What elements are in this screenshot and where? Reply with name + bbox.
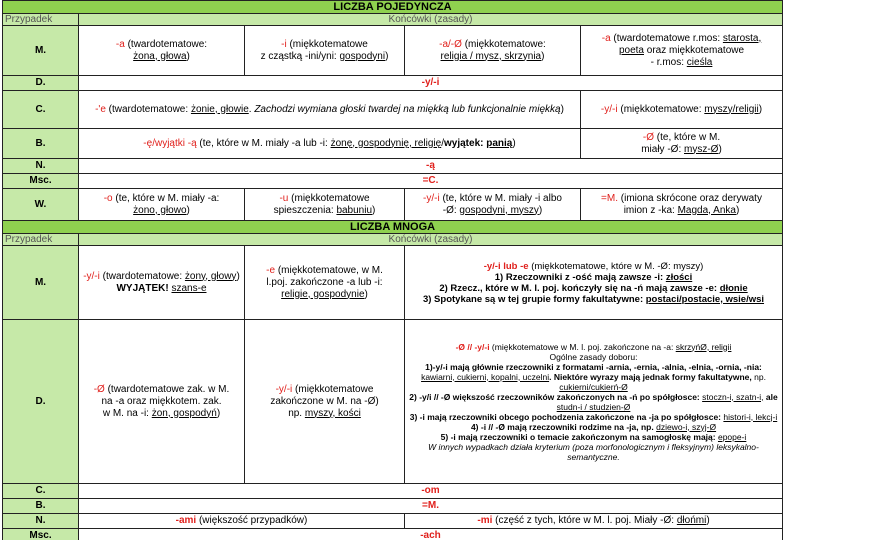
- ending: -i: [281, 38, 287, 50]
- text: .: [248, 103, 255, 115]
- text: (imiona skrócone oraz derywaty: [618, 192, 762, 204]
- example: religia / mysz, skrzynia: [440, 50, 542, 62]
- example: żonie, głowie: [190, 103, 249, 115]
- cell: [405, 514, 783, 529]
- row-sg-B: [3, 129, 783, 159]
- cell: [581, 91, 783, 129]
- case-label: C.: [3, 91, 79, 129]
- case-label: C.: [3, 484, 79, 499]
- ending: -ami: [175, 515, 197, 526]
- ending: -a: [115, 38, 125, 50]
- ending: =M.: [79, 499, 783, 514]
- text: wyjątek:: [444, 137, 487, 149]
- text: ): [372, 204, 376, 216]
- text: ): [560, 103, 564, 115]
- ending: -y/-i: [275, 383, 293, 395]
- example: dłonie: [719, 282, 748, 294]
- ending: -ach: [79, 529, 783, 540]
- case-label: D.: [3, 320, 79, 484]
- singular-title-row: [3, 1, 783, 14]
- ending: -y/-i lub -e: [483, 260, 529, 272]
- text: (te, które w M. miały -a:: [112, 192, 220, 204]
- text: imion z -ka:: [623, 204, 678, 216]
- text: (twardotematowe:: [124, 38, 208, 50]
- row-sg-C: [3, 91, 783, 129]
- text: (miękkotematowe w M. l. poj. zakończone na -a:: [489, 341, 676, 352]
- text: ): [541, 50, 545, 62]
- text: (twardotematowe:: [99, 270, 185, 282]
- example: postaci/postacie, wsie/wsi: [645, 293, 765, 305]
- example: gospodyni, myszy: [459, 204, 539, 216]
- text: (miękkotematowe: [292, 383, 374, 395]
- section-title: LICZBA MNOGA: [3, 221, 783, 234]
- cell: [79, 91, 581, 129]
- text: (twardotematowe:: [105, 103, 191, 115]
- text: ): [364, 288, 368, 300]
- text: (większość przypadków): [196, 515, 308, 526]
- text: ): [538, 204, 543, 216]
- rule: 2) Rzecz., które w M. l. poj. kończyły się na -ń mają zawsze -e:: [439, 282, 720, 294]
- example: stoczn-i, szatn-i,: [702, 391, 764, 402]
- text: ): [186, 50, 190, 62]
- cell: [245, 320, 405, 484]
- case-label: Msc.: [3, 529, 79, 540]
- example: studn-i / studzien-Ø: [556, 401, 631, 412]
- text: w M. na -i:: [102, 407, 152, 419]
- text: (miękkotematowe, w M.: [275, 264, 383, 276]
- cell: [405, 246, 783, 320]
- example: myszy/religii: [704, 103, 759, 115]
- cell: [405, 189, 581, 221]
- text: /wyjątki: [152, 137, 188, 149]
- rule: 5) -i mają rzeczowniki o temacie zakończonym na samogłoskę mają:: [440, 431, 718, 442]
- text: - r.mos:: [650, 56, 687, 68]
- cell: [79, 189, 245, 221]
- ending: -y/-i: [423, 192, 440, 204]
- example: żonę, gospodynię, religię: [330, 137, 442, 149]
- ending: -om: [79, 484, 783, 499]
- example: szans-e: [171, 282, 207, 294]
- example: żony, głowy: [184, 270, 237, 282]
- rule: 3) Spotykane są w tej grupie formy fakultatywne:: [422, 293, 646, 305]
- example: dziewo-i, szyj-Ø: [656, 421, 717, 432]
- example: histori-i, lekcj-i: [723, 411, 778, 422]
- example: panią: [486, 137, 513, 149]
- example: myszy, kości: [304, 407, 361, 419]
- ending: -y/-i: [79, 76, 783, 91]
- row-pl-Msc: [3, 529, 783, 540]
- ending: -'e: [95, 103, 106, 115]
- ending: -a/-Ø: [439, 38, 462, 50]
- text: (miękkotematowe: [288, 192, 370, 204]
- text: (miękkotematowe: [286, 38, 368, 50]
- text: (twardotematowe r.mos:: [610, 32, 723, 44]
- text: (część z tych, które w M. l. poj. Miały -Ø:: [492, 515, 677, 526]
- text: (te, które w M. miały -a lub -i:: [196, 137, 331, 149]
- text: ): [216, 407, 221, 419]
- row-pl-B: [3, 499, 783, 514]
- case-label: N.: [3, 514, 79, 529]
- case-label: N.: [3, 159, 79, 174]
- ending: -Ø // -y/-i: [455, 341, 490, 352]
- case-label: B.: [3, 499, 79, 514]
- row-sg-M: [3, 26, 783, 76]
- row-pl-N: [3, 514, 783, 529]
- example: gospodyni: [339, 50, 386, 62]
- endings-header: Końcówki (zasady): [79, 14, 783, 26]
- text: ): [512, 137, 516, 149]
- cell: [79, 320, 245, 484]
- case-label: B.: [3, 129, 79, 159]
- text: (miękkotematowe:: [617, 103, 705, 115]
- text: miały -Ø:: [641, 143, 684, 155]
- note: Zachodzi wymiana głoski twardej na miękką lub funkcjonalnie miękką: [254, 103, 561, 115]
- example: Magda, Anka: [677, 204, 736, 216]
- example: kawiarni, cukierni, kopalni, uczelni: [421, 371, 550, 382]
- case-label: W.: [3, 189, 79, 221]
- case-label: M.: [3, 26, 79, 76]
- ending: -e: [266, 264, 276, 276]
- example: religie, gospodynie: [281, 288, 365, 300]
- example: poeta: [618, 44, 644, 56]
- cell: [245, 189, 405, 221]
- rule: ale: [763, 391, 778, 402]
- section-title: LICZBA POJEDYNCZA: [3, 1, 783, 14]
- text: (miękkotematowe, które w M. -Ø: myszy): [528, 260, 704, 272]
- cell: [79, 26, 245, 76]
- text: (miękkotematowe:: [461, 38, 546, 50]
- text: spieszczenia:: [273, 204, 337, 216]
- cell: [405, 320, 783, 484]
- case-header: Przypadek: [3, 14, 79, 26]
- ending: -a: [601, 32, 611, 44]
- row-sg-N: [3, 159, 783, 174]
- case-label: D.: [3, 76, 79, 91]
- ending: -y/-i: [83, 270, 100, 282]
- plural-header-row: [3, 234, 783, 246]
- text: ): [735, 204, 740, 216]
- text: oraz miękkotematowe: [644, 44, 745, 56]
- ending: -Ø: [93, 383, 105, 395]
- case-header: Przypadek: [3, 234, 79, 246]
- row-sg-Msc: [3, 174, 783, 189]
- singular-header-row: [3, 14, 783, 26]
- row-sg-D: [3, 76, 783, 91]
- ending: -y/-i: [600, 103, 618, 115]
- example: starosta,: [722, 32, 762, 44]
- declension-table: [2, 0, 783, 540]
- example: cieśla: [686, 56, 713, 68]
- text: ): [236, 270, 240, 282]
- text: WYJĄTEK!: [116, 282, 172, 294]
- rule: . Niektóre wyrazy mają jednak formy fakultatywne,: [549, 371, 755, 382]
- cell: [79, 246, 245, 320]
- cell: [581, 26, 783, 76]
- row-pl-C: [3, 484, 783, 499]
- example: żono, głowo: [133, 204, 187, 216]
- text: ): [385, 50, 389, 62]
- text: na -a oraz miękkotem. zak.: [101, 395, 222, 407]
- ending: =M.: [601, 192, 618, 204]
- cell: [405, 26, 581, 76]
- ending: -o: [103, 192, 113, 204]
- case-label: M.: [3, 246, 79, 320]
- endings-header: Końcówki (zasady): [79, 234, 783, 246]
- text: (te, które w M. miały -i albo: [439, 192, 562, 204]
- text: zakończone w M. na -Ø): [270, 395, 379, 407]
- cell: [245, 246, 405, 320]
- row-pl-M: [3, 246, 783, 320]
- ending: -ą: [187, 137, 197, 149]
- rule: 1) Rzeczowniki z -ość mają zawsze -i:: [494, 271, 666, 283]
- cell: [581, 129, 783, 159]
- ending: -ę: [143, 137, 153, 149]
- example: złości: [665, 271, 693, 283]
- row-pl-D: [3, 320, 783, 484]
- example: żon, gospodyń: [151, 407, 217, 419]
- text: l.poj. zakończone -a lub -i:: [266, 276, 383, 288]
- example: cukierni/cukierń-Ø: [559, 381, 628, 392]
- ending: =C.: [79, 174, 783, 189]
- rule: 3) -i mają rzeczowniki obcego pochodzenia zakończone na -ja po spółgłosce:: [409, 411, 724, 422]
- example: żona, głowa: [133, 50, 187, 62]
- rule: 4) -i // -Ø mają rzeczowniki rodzime na -ja, np.: [470, 421, 657, 432]
- cell: [245, 26, 405, 76]
- note: W innych wypadkach działa kryterium (poza morfonologicznym i fleksyjnym) leksykalno-semantyczne.: [428, 441, 759, 462]
- text: np.: [288, 407, 305, 419]
- example: mysz-Ø: [684, 143, 719, 155]
- text: -Ø:: [442, 204, 460, 216]
- text: (twardotematowe zak. w M.: [104, 383, 230, 395]
- text: ): [758, 103, 763, 115]
- case-label: Msc.: [3, 174, 79, 189]
- cell: [581, 189, 783, 221]
- text: ): [718, 143, 722, 155]
- text: /: [441, 137, 444, 149]
- text: z cząstką -ini/yni:: [260, 50, 340, 62]
- rule: 1)-y/-i mają głównie rzeczowniki z formatami -arnia, -ernia, -alnia, -elnia, -ornia, -nia:: [425, 361, 762, 372]
- text: ): [186, 204, 190, 216]
- ending: -mi: [477, 515, 493, 526]
- example: dłońmi: [676, 515, 707, 526]
- example: epope-i: [717, 431, 747, 442]
- row-sg-W: [3, 189, 783, 221]
- text: np.: [754, 371, 766, 382]
- ending: -ą: [79, 159, 783, 174]
- example: babuniu: [336, 204, 373, 216]
- ending: -Ø: [642, 131, 654, 143]
- plural-title-row: [3, 221, 783, 234]
- cell: [79, 129, 581, 159]
- rule: 2) -y/i // -Ø większość rzeczowników zakończonych na -ń po spółgłosce:: [409, 391, 703, 402]
- example: skrzyńØ, religii: [675, 341, 732, 352]
- cell: [79, 514, 405, 529]
- ending: -u: [279, 192, 289, 204]
- text: (te, które w M.: [654, 131, 721, 143]
- heading: Ogólne zasady doboru:: [549, 351, 638, 362]
- text: ): [706, 515, 710, 526]
